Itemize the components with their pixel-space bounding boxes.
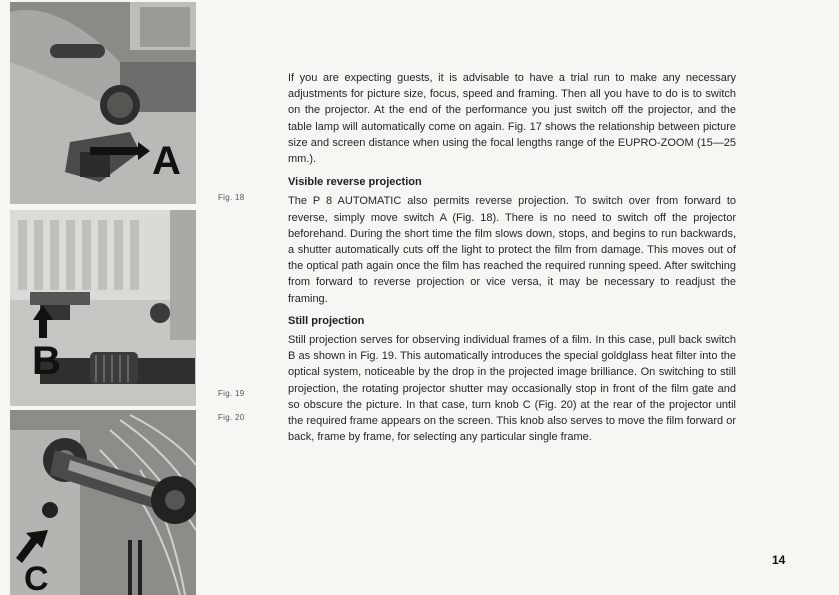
- reverse-projection-heading: Visible reverse projection: [288, 176, 422, 189]
- fig19-photo: [10, 210, 196, 406]
- fig20-callout: C: [24, 560, 49, 595]
- still-projection-paragraph: Still projection serves for observing individual frames of a film. In this case, pull back switch B as shown in Fig. 19. This automatically introduces the special goldglass heat filter into the optical system, noticeable by the drop in the projected image brilliance. On switching to still projection, the rotating projector shutter may occasionally stop in front of the film gate and so obscure the picture. In that case, turn knob C (Fig. 20) at the rear of the projector until the required frame appears on the screen. This knob also serves to move the film forward or back, frame by frame, for selecting any particular single frame.: [288, 334, 736, 444]
- fig20-photo: [10, 410, 196, 595]
- intro-paragraph: If you are expecting guests, it is advisable to have a trial run to make any necessary adjustments for picture size, focus, speed and framing. Then all you have to do is to switch on the projector. At the end of the performance you just switch off the projector, and the table lamp will automatically come on again. Fig. 17 shows the relationship between picture size and screen distance when using the focal lengths range of the EUPRO-ZOOM (15—25 mm.).: [288, 72, 736, 166]
- body-text: [288, 70, 736, 445]
- still-projection-heading: Still projection: [288, 314, 365, 327]
- fig20-label: Fig. 20: [218, 413, 245, 422]
- fig19-callout: B: [32, 339, 61, 383]
- fig18-photo: [10, 2, 196, 204]
- photo-column: [10, 2, 196, 593]
- fig18-label: Fig. 18: [218, 193, 245, 202]
- fig18-callout: A: [152, 139, 181, 183]
- page-number: 14: [772, 553, 786, 567]
- fig19-label: Fig. 19: [218, 389, 245, 398]
- reverse-projection-paragraph: The P 8 AUTOMATIC also permits reverse projection. To switch over from forward to reverse, simply move switch A (Fig. 18). There is no need to switch off the projector beforehand. During the short time the film slows down, stops, and begins to run backwards, a shutter automatically cuts off the light to protect the film from damage. This moves out of the optical path again once the film has reached the required running speed. After switching from forward to reverse projection or vice versa, it may be necessary to readjust the framing.: [288, 195, 736, 305]
